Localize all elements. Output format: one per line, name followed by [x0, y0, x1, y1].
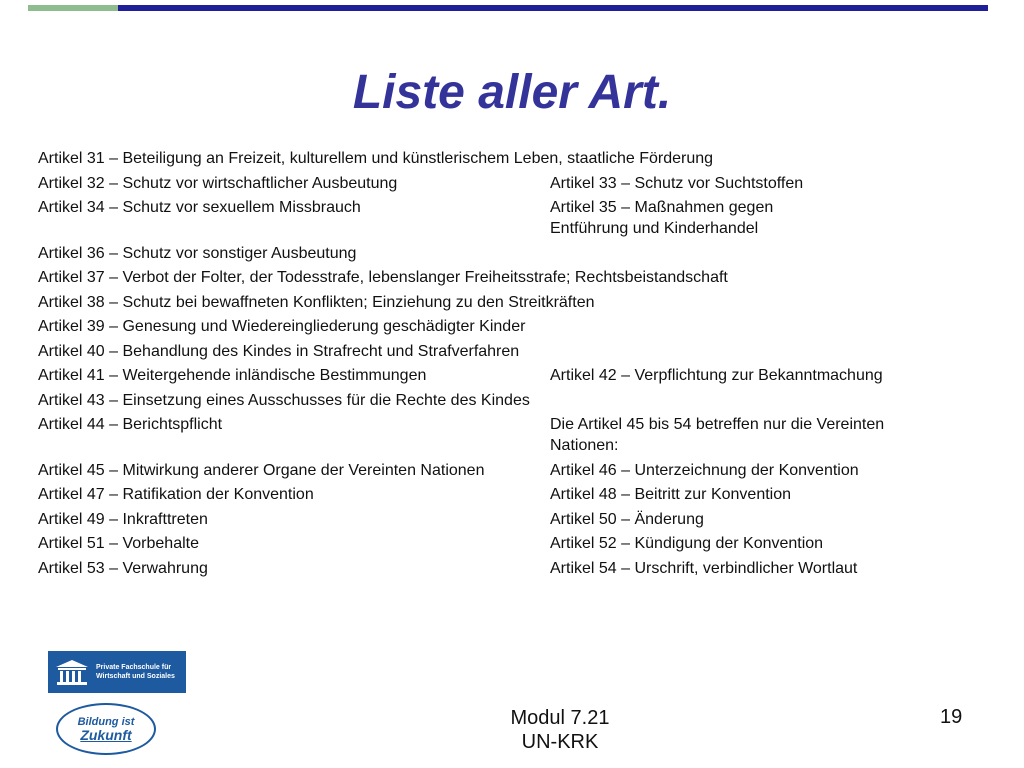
article-39: Artikel 39 – Genesung und Wiedereingliederung geschädigter Kinder	[38, 318, 526, 335]
list-item	[38, 484, 988, 505]
un-articles-note: Die Artikel 45 bis 54 betreffen nur die Vereinten Nationen:	[550, 416, 885, 454]
top-accent-blue	[118, 5, 988, 11]
article-45: Artikel 45 – Mitwirkung anderer Organe der Vereinten Nationen	[38, 461, 485, 479]
footer-module	[460, 706, 660, 754]
logo-banner	[48, 651, 186, 693]
article-53: Artikel 53 – Verwahrung	[38, 559, 208, 577]
article-33: Artikel 33 – Schutz vor Suchtstoffen	[550, 174, 804, 192]
list-item	[38, 292, 988, 313]
top-accent-bar	[28, 5, 988, 11]
badge-line-1: Bildung ist	[77, 715, 135, 728]
list-item	[38, 243, 988, 264]
logo-text	[96, 663, 175, 681]
article-41: Artikel 41 – Weitergehende inländische Bestimmungen	[38, 367, 427, 384]
article-46: Artikel 46 – Unterzeichnung der Konvention	[550, 461, 859, 479]
article-50: Artikel 50 – Änderung	[550, 510, 704, 528]
list-item	[38, 197, 988, 239]
article-54: Artikel 54 – Urschrift, verbindlicher Wortlaut	[550, 559, 858, 577]
list-item	[38, 173, 988, 194]
logo-badge	[56, 703, 156, 755]
badge-line-2: Zukunft	[80, 726, 132, 743]
list-item	[38, 267, 988, 288]
school-logo	[48, 651, 186, 757]
article-44: Artikel 44 – Berichtspflicht	[38, 416, 223, 433]
article-34: Artikel 34 – Schutz vor sexuellem Missbrauch	[38, 199, 361, 216]
article-40: Artikel 40 – Behandlung des Kindes in Strafrecht und Strafverfahren	[38, 342, 520, 360]
top-accent-green	[28, 5, 118, 11]
list-item	[38, 390, 988, 411]
list-item	[38, 365, 988, 386]
article-31: Artikel 31 – Beteiligung an Freizeit, kulturellem und künstlerischem Leben, staatliche Förderung	[38, 150, 714, 167]
list-item	[38, 558, 988, 579]
logo-line-2: Wirtschaft und Soziales	[96, 673, 175, 680]
footer-line-1: Modul 7.21	[510, 707, 610, 729]
list-item	[38, 533, 988, 554]
article-36: Artikel 36 – Schutz vor sonstiger Ausbeutung	[38, 244, 357, 262]
footer-line-2: UN-KRK	[521, 731, 599, 753]
article-38: Artikel 38 – Schutz bei bewaffneten Konflikten; Einziehung zu den Streitkräften	[38, 293, 595, 311]
list-item	[38, 460, 988, 481]
logo-line-1: Private Fachschule für	[96, 664, 172, 671]
article-32: Artikel 32 – Schutz vor wirtschaftlicher Ausbeutung	[38, 174, 398, 192]
article-43: Artikel 43 – Einsetzung eines Ausschusses für die Rechte des Kindes	[38, 391, 530, 409]
page-number: 19	[940, 706, 963, 728]
slide-title: Liste aller Art.	[352, 66, 672, 119]
list-item	[38, 316, 988, 337]
list-item	[38, 341, 988, 362]
list-item	[38, 414, 988, 456]
article-list	[38, 148, 988, 582]
article-37: Artikel 37 – Verbot der Folter, der Todesstrafe, lebenslanger Freiheitsstrafe; Rechtsbeistandschaft	[38, 269, 728, 286]
article-49: Artikel 49 – Inkrafttreten	[38, 510, 208, 528]
list-item	[38, 509, 988, 530]
article-51: Artikel 51 – Vorbehalte	[38, 535, 199, 552]
list-item	[38, 148, 988, 169]
article-48: Artikel 48 – Beitritt zur Konvention	[550, 486, 792, 503]
article-47: Artikel 47 – Ratifikation der Konvention	[38, 486, 314, 503]
building-icon	[54, 658, 90, 686]
article-35: Artikel 35 – Maßnahmen gegen Entführung und Kinderhandel	[550, 199, 774, 237]
article-52: Artikel 52 – Kündigung der Konvention	[550, 535, 824, 552]
article-42: Artikel 42 – Verpflichtung zur Bekanntmachung	[550, 367, 883, 384]
